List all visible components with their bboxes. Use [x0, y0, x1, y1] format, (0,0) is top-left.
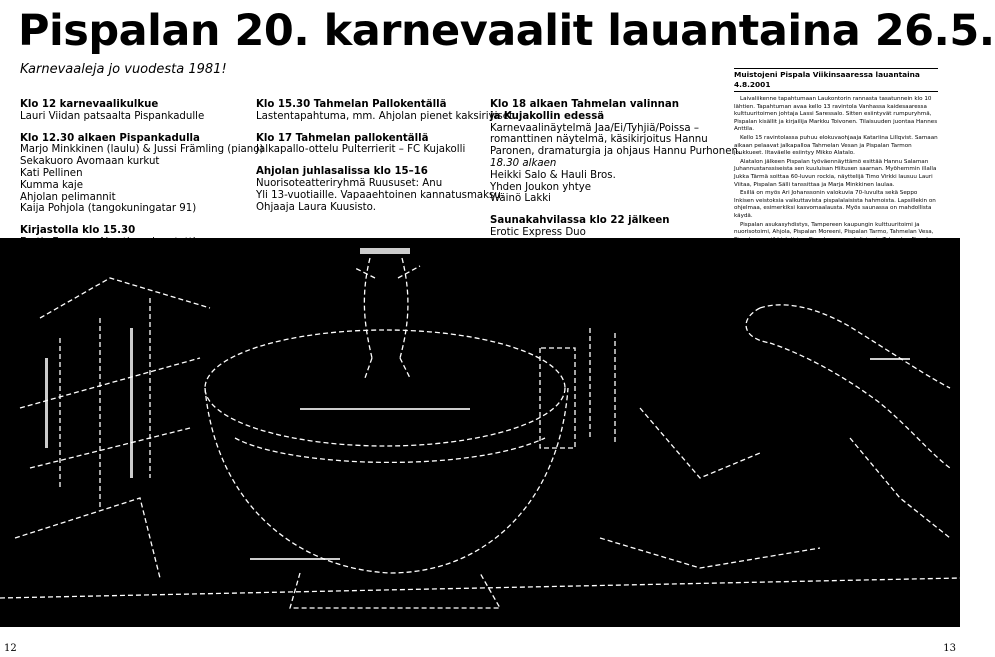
program-line: romanttinen näytelmä, käsikirjoitus Hannu — [490, 134, 708, 146]
memories-paragraph: Esillä on myös Ari Johanssonin valokuvia 70-luvulta sekä Seppo Inkisen veistoksia vaikuttavista pispalalaisista hahmoista. Lapsillekin on ohjelmaa, esimerkiksi kasvomaalausta. Myös saunassa on mahdollista käydä. — [734, 190, 936, 219]
memories-paragraph: Laivaliikenne tapahtumaan Laukontorin rannasta tasatunnein klo 10 lähtien. Tapahtuman avaa kello 13 ravintola Vanhassa kaidesaaressa kulttuuritoimen johtaja Lassi Saressalo. Sitten esiintyvät rumpuryhmä, Pispalan kisällit ja kirjailija Markku Toivonen. Tilaisuuden juontaa Hannes Anttila. — [734, 96, 938, 133]
page-number-left: 12 — [4, 643, 17, 654]
program-heading: Klo 15.30 Tahmelan Pallokentällä — [256, 99, 447, 110]
program-line: Ahjolan pelimannit — [20, 191, 116, 203]
program-line: Lauri Viidan patsaalta Pispankadulle — [20, 110, 205, 122]
subtitle: Karnevaaleja jo vuodesta 1981! — [20, 62, 227, 77]
program-block — [490, 99, 742, 205]
page-title: Pispalan 20. karnevaalit lauantaina 26.5. — [18, 6, 995, 56]
program-time: 18.30 alkaen — [490, 157, 557, 169]
program-heading: ja Kujakollin edessä — [490, 110, 605, 122]
program-block — [490, 215, 715, 239]
program-column-3 — [490, 99, 742, 249]
program-block — [20, 99, 240, 123]
program-line: Kaija Pohjola (tangokuningatar 91) — [20, 203, 197, 215]
program-line: Marjo Minkkinen (laulu) & Jussi Främling (piano) — [20, 144, 264, 156]
memories-paragraph: Kello 15 ravintolassa puhuu elokuvaohjaaja Katariina Lillqvist. Samaan aikaan pelaavat jalkapalloa Tahmelan Vesan ja Pispalan Tarmon joukkueet. Iltaväelle esiintyy Mikko Alatalo. — [734, 134, 938, 157]
program-heading: Klo 18 alkaen Tahmelan valinnan — [490, 99, 679, 110]
program-line: Nuorisoteatteriryhmä Ruususet: Anu — [256, 177, 443, 189]
memories-sidebar — [734, 68, 938, 236]
program-line: Kumma kaje — [20, 179, 84, 191]
program-heading: Klo 12 karnevaalikulkue — [20, 99, 159, 110]
program-line: Yli 13-vuotiaille. Vapaaehtoinen kannatusmaksu. — [256, 189, 505, 201]
program-heading: Kirjastolla klo 15.30 — [20, 225, 136, 237]
memories-title: Muistojeni Pispala Viikinsaaressa lauantaina 4.8.2001 — [734, 68, 938, 92]
program-block — [256, 166, 505, 213]
program-line: Yhden Joukon yhtye — [490, 181, 592, 193]
program-line: Ohjaaja Laura Kuusisto. — [256, 201, 376, 213]
program-line: Karnevaalinäytelmä Jaa/Ei/Tyhjiä/Poissa – — [490, 122, 699, 134]
carnival-photo-graphic — [0, 238, 960, 627]
program-line: Wäinö Lakki — [490, 193, 551, 205]
page-number-right: 13 — [943, 643, 956, 654]
program-line: Erotic Express Duo — [490, 226, 586, 238]
program-block — [256, 133, 481, 157]
program-line: Lastentapahtuma, mm. Ahjolan pienet kaksiriviset — [256, 110, 513, 122]
program-line: Paronen, dramaturgia ja ohjaus Hannu Purhonen. — [490, 146, 742, 158]
carnival-photo — [0, 238, 960, 627]
memories-paragraph: Alatalon jälkeen Pispalan työväennäyttämö esittää Hannu Salaman Juhannustanssiseista sen kuuluisan Hiitusen saarnan. Myöhemmin illalla Jukka Tärmä soittaa 60-luvun rockia, näyttelijä Timo Virkki lausuu Lauri Viitaa, Pispalan Sälli tanssittaa ja Marja Minkkinen laulaa. — [734, 158, 937, 188]
program-heading: Ahjolan juhlasalissa klo 15–16 — [256, 166, 428, 178]
program-line: Heikki Salo & Hauli Bros. — [490, 169, 616, 181]
memories-paragraph: Pispalan asukasyhdistys, Tampereen kaupungin kulttuuritoimi ja nuorisotoimi, Ahjola, Pispalan Moreeni, Pispalan Tarmo, Tahmelan Vesa, — [734, 221, 934, 236]
program-heading: Klo 12.30 alkaen Pispankadulla — [20, 132, 200, 144]
program-line: Jalkapallo-ottelu Pulterrierit – FC Kujakolli — [256, 144, 466, 156]
program-line: Sekakuoro Avomaan kurkut — [20, 156, 160, 168]
program-line: Kati Pellinen — [20, 167, 83, 179]
program-column-2 — [256, 99, 513, 223]
program-block — [256, 99, 513, 123]
program-heading: Saunakahvilassa klo 22 jälkeen — [490, 215, 670, 227]
program-block — [20, 132, 264, 216]
program-column-1 — [20, 99, 264, 259]
program-heading: Klo 17 Tahmelan pallokentällä — [256, 132, 429, 144]
